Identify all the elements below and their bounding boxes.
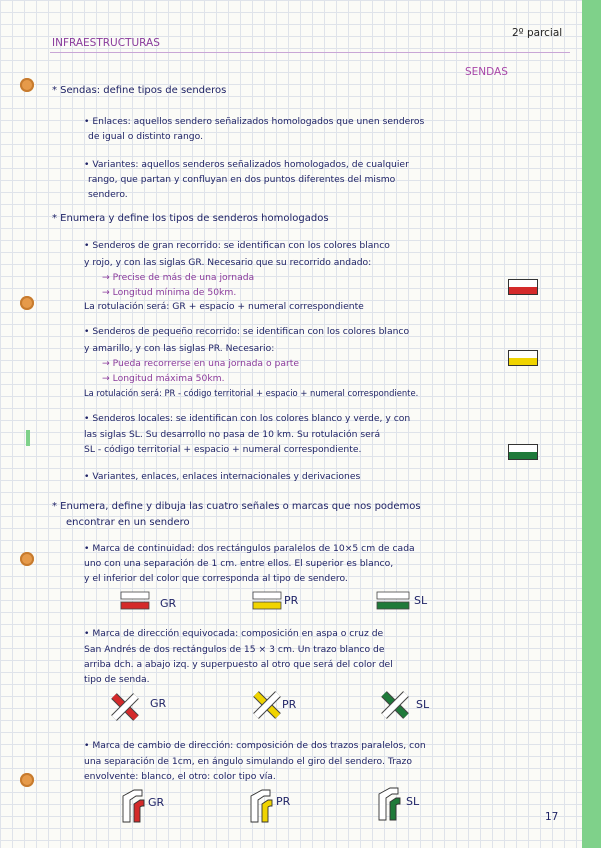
continuity-mark-gr <box>120 590 152 612</box>
continuity-line1: • Marca de continuidad: dos rectángulos paralelos de 10×5 cm de cada <box>84 543 415 554</box>
continuity-label-gr: GR <box>160 597 177 610</box>
continuity-mark-pr <box>252 590 284 612</box>
wrong-direction-mark-pr <box>250 688 284 722</box>
subject-title: INFRAESTRUCTURAS <box>52 37 160 49</box>
wrong-direction-line4: tipo de senda. <box>84 674 150 685</box>
wrong-direction-label-gr: GR <box>150 697 167 710</box>
green-divider-strip <box>582 0 601 848</box>
section1-bullet2-line1: • Variantes: aquellos senderos señalizados homologados, de cualquier <box>84 159 409 170</box>
direction-change-mark-gr <box>120 788 146 824</box>
wrong-direction-line2: San Andrés de dos rectángulos de 15 × 3 cm. Un trazo blanco de <box>84 644 385 655</box>
gr-flag <box>508 279 538 295</box>
direction-change-mark-pr <box>248 788 274 824</box>
header-rule <box>50 52 570 53</box>
sl-line1: • Senderos locales: se identifican con los colores blanco y verde, y con <box>84 413 411 424</box>
section1-title: * Sendas: define tipos de senderos <box>52 85 227 96</box>
sl-flag <box>508 444 538 460</box>
continuity-mark-sl <box>376 590 412 612</box>
section3-title-line2: encontrar en un sendero <box>66 517 190 528</box>
punch-hole <box>20 552 34 566</box>
pr-flag <box>508 350 538 366</box>
pr-line4: → Longitud máxima 50km. <box>102 373 225 384</box>
sl-line2: las siglas SL. Su desarrollo no pasa de 10 km. Su rotulación será <box>84 429 381 440</box>
direction-change-label-sl: SL <box>406 795 420 808</box>
sl-line3: SL - código territorial + espacio + numeral correspondiente. <box>84 444 362 455</box>
direction-change-label-pr: PR <box>276 795 291 808</box>
section3-title-line1: * Enumera, define y dibuja las cuatro señales o marcas que nos podemos <box>52 501 421 512</box>
exam-label: 2º parcial <box>512 27 563 39</box>
wrong-direction-line1: • Marca de dirección equivocada: composición en aspa o cruz de <box>84 628 384 639</box>
continuity-label-sl: SL <box>414 594 428 607</box>
section2-title: * Enumera y define los tipos de senderos homologados <box>52 213 329 224</box>
wrong-direction-label-sl: SL <box>416 698 430 711</box>
pr-line1: • Senderos de pequeño recorrido: se identifican con los colores blanco <box>84 326 410 337</box>
direction-change-line1: • Marca de cambio de dirección: composición de dos trazos paralelos, con <box>84 740 426 751</box>
wrong-direction-mark-gr <box>108 690 142 724</box>
punch-hole <box>20 296 34 310</box>
other-types: • Variantes, enlaces, enlaces internacionales y derivaciones <box>84 471 361 482</box>
pr-line3: → Pueda recorrerse en una jornada o parte <box>102 358 299 369</box>
wrong-direction-line3: arriba dch. a abajo izq. y superpuesto al otro que será del color del <box>84 659 393 670</box>
continuity-line3: y el inferior del color que corresponda al tipo de sendero. <box>84 573 348 584</box>
punch-hole <box>20 773 34 787</box>
direction-change-label-gr: GR <box>148 796 165 809</box>
direction-change-mark-sl <box>376 786 402 822</box>
topic-title: SENDAS <box>465 66 508 78</box>
continuity-line2: uno con una separación de 1 cm. entre ellos. El superior es blanco, <box>84 558 394 569</box>
page-number: 17 <box>545 811 559 823</box>
gr-line4: → Longitud mínima de 50km. <box>102 287 237 298</box>
section1-bullet2-line2: rango, que partan y confluyan en dos puntos diferentes del mismo <box>88 174 396 185</box>
wrong-direction-mark-sl <box>378 688 412 722</box>
gr-line5: La rotulación será: GR + espacio + numeral correspondiente <box>84 301 364 312</box>
gr-line3: → Precise de más de una jornada <box>102 272 255 283</box>
page-tab-marker <box>26 430 30 446</box>
punch-hole <box>20 78 34 92</box>
wrong-direction-label-pr: PR <box>282 698 297 711</box>
gr-line2: y rojo, y con las siglas GR. Necesario que su recorrido andado: <box>84 257 372 268</box>
direction-change-line2: una separación de 1cm, en ángulo simulando el giro del sendero. Trazo <box>84 756 412 767</box>
direction-change-line3: envolvente: blanco, el otro: color tipo vía. <box>84 771 276 782</box>
section1-bullet2-line3: sendero. <box>88 189 128 200</box>
gr-line1: • Senderos de gran recorrido: se identifican con los colores blanco <box>84 240 390 251</box>
continuity-label-pr: PR <box>284 594 299 607</box>
pr-line5: La rotulación será: PR - código territorial + espacio + numeral correspondiente. <box>84 388 419 398</box>
pr-line2: y amarillo, y con las siglas PR. Necesario: <box>84 343 275 354</box>
section1-bullet1-line1: • Enlaces: aquellos sendero señalizados homologados que unen senderos <box>84 116 425 127</box>
section1-bullet1-line2: de igual o distinto rango. <box>88 131 203 142</box>
